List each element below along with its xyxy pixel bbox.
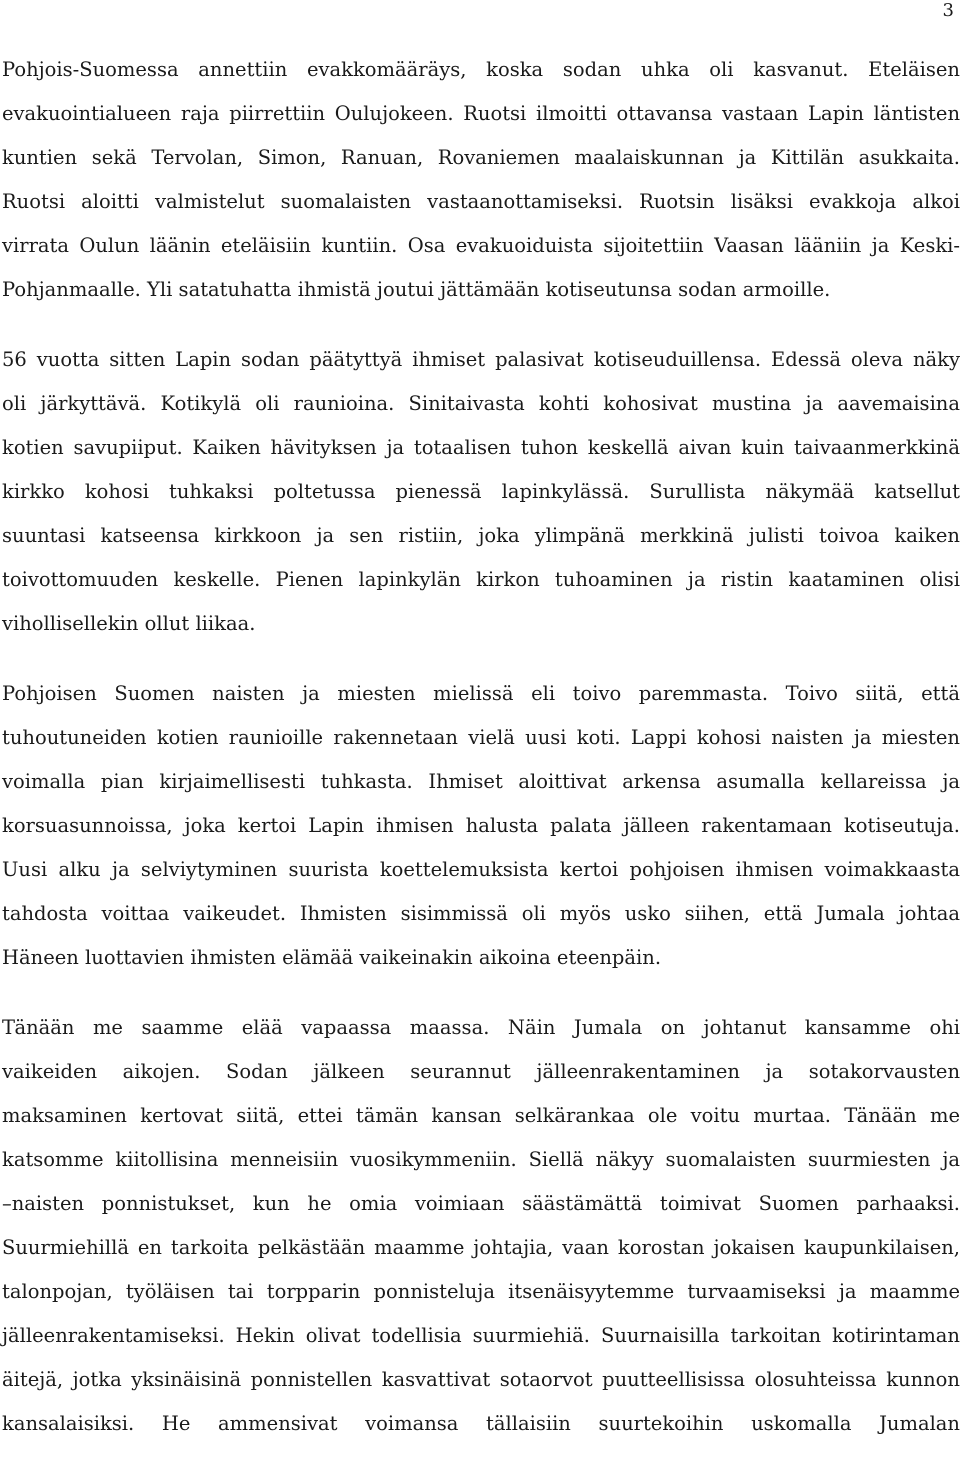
text-line: Pohjanmaalle. Yli satatuhatta ihmistä joutui jättämään kotiseutunsa sodan armoille. [2,278,831,301]
document-body [0,52,960,1476]
text-line: evakuointialueen raja piirrettiin Oulujokeen. Ruotsi ilmoitti ottavansa vastaan Lapin läntisten [2,102,960,125]
text-line: kirkko kohosi tuhkaksi poltetussa pienessä lapinkylässä. Surullista näkymää katsellut [2,480,960,503]
text-line: Suurmiehillä en tarkoita pelkästään maamme johtajia, vaan korostan jokaisen kaupunkilaisen, [2,1236,960,1259]
text-line: tuhoutuneiden kotien raunioille rakennetaan vielä uusi koti. Lappi kohosi naisten ja miesten [2,726,960,749]
text-line: vihollisellekin ollut liikaa. [2,612,256,635]
text-line: kansalaisiksi. He ammensivat voimansa tällaisiin suurtekoihin uskomalla Jumalan [2,1412,960,1435]
text-line: Uusi alku ja selviytyminen suurista koettelemuksista kertoi pohjoisen ihmisen voimakkaasta [2,858,960,881]
paragraph-today [0,1010,960,1450]
text-line: kuntien sekä Tervolan, Simon, Ranuan, Rovaniemen maalaiskunnan ja Kittilän asukkaita. [2,146,960,169]
text-line: suuntasi katseensa kirkkoon ja sen ristiin, joka ylimpänä merkkinä julisti toivoa kaiken [2,524,960,547]
text-line: –naisten ponnistukset, kun he omia voimiaan säästämättä toimivat Suomen parhaaksi. [2,1192,960,1215]
paragraph-evacuation [0,52,960,316]
text-line: virrata Oulun läänin eteläisiin kuntiin. Osa evakuoiduista sijoitettiin Vaasan lääniin ja Keski- [2,234,960,257]
text-line: oli järkyttävä. Kotikylä oli raunioina. Sinitaivasta kohti kohosivat mustina ja aavemaisina [2,392,960,415]
text-line: talonpojan, työläisen tai torpparin ponnisteluja itsenäisyytemme turvaamiseksi ja maamme [2,1280,960,1303]
text-line: Tänään me saamme elää vapaassa maassa. Näin Jumala on johtanut kansamme ohi [2,1016,960,1039]
text-line: äitejä, jotka yksinäisinä ponnistellen kasvattivat sotaorvot puutteellisissa olosuhteissa kunnon [2,1368,960,1391]
text-line: tahdosta voittaa vaikeudet. Ihmisten sisimmissä oli myös usko siihen, että Jumala johtaa [2,902,960,925]
text-line: Ruotsi aloitti valmistelut suomalaisten vastaanottamiseksi. Ruotsin lisäksi evakkoja alkoi [2,190,960,213]
page-number: 3 [942,0,954,21]
text-line: katsomme kiitollisina menneisiin vuosikymmeniin. Siellä näkyy suomalaisten suurmiesten ja [2,1148,960,1171]
text-line: Pohjoisen Suomen naisten ja miesten mielissä eli toivo paremmasta. Toivo siitä, että [2,682,960,705]
text-line: Pohjois-Suomessa annettiin evakkomääräys, koska sodan uhka oli kasvanut. Eteläisen [2,58,960,81]
text-line: 56 vuotta sitten Lapin sodan päätyttyä ihmiset palasivat kotiseuduillensa. Edessä oleva näky [2,348,960,371]
paragraph-hope [0,676,960,984]
paragraph-return [0,342,960,650]
text-line: toivottomuuden keskelle. Pienen lapinkylän kirkon tuhoaminen ja ristin kaataminen olisi [2,568,960,591]
text-line: vaikeiden aikojen. Sodan jälkeen seurannut jälleenrakentaminen ja sotakorvausten [2,1060,960,1083]
text-line: jälleenrakentamiseksi. Hekin olivat todellisia suurmiehiä. Suurnaisilla tarkoitan kotirintaman [2,1324,960,1347]
text-line: voimalla pian kirjaimellisesti tuhkasta. Ihmiset aloittivat arkensa asumalla kellareissa ja [2,770,960,793]
text-line: kotien savupiiput. Kaiken hävityksen ja totaalisen tuhon keskellä aivan kuin taivaanmerkkinä [2,436,960,459]
text-line: Häneen luottavien ihmisten elämää vaikeinakin aikoina eteenpäin. [2,946,662,969]
text-line: maksaminen kertovat siitä, ettei tämän kansan selkärankaa ole voitu murtaa. Tänään me [2,1104,960,1127]
text-line: korsuasunnoissa, joka kertoi Lapin ihmisen halusta palata jälleen rakentamaan kotiseutuja. [2,814,960,837]
